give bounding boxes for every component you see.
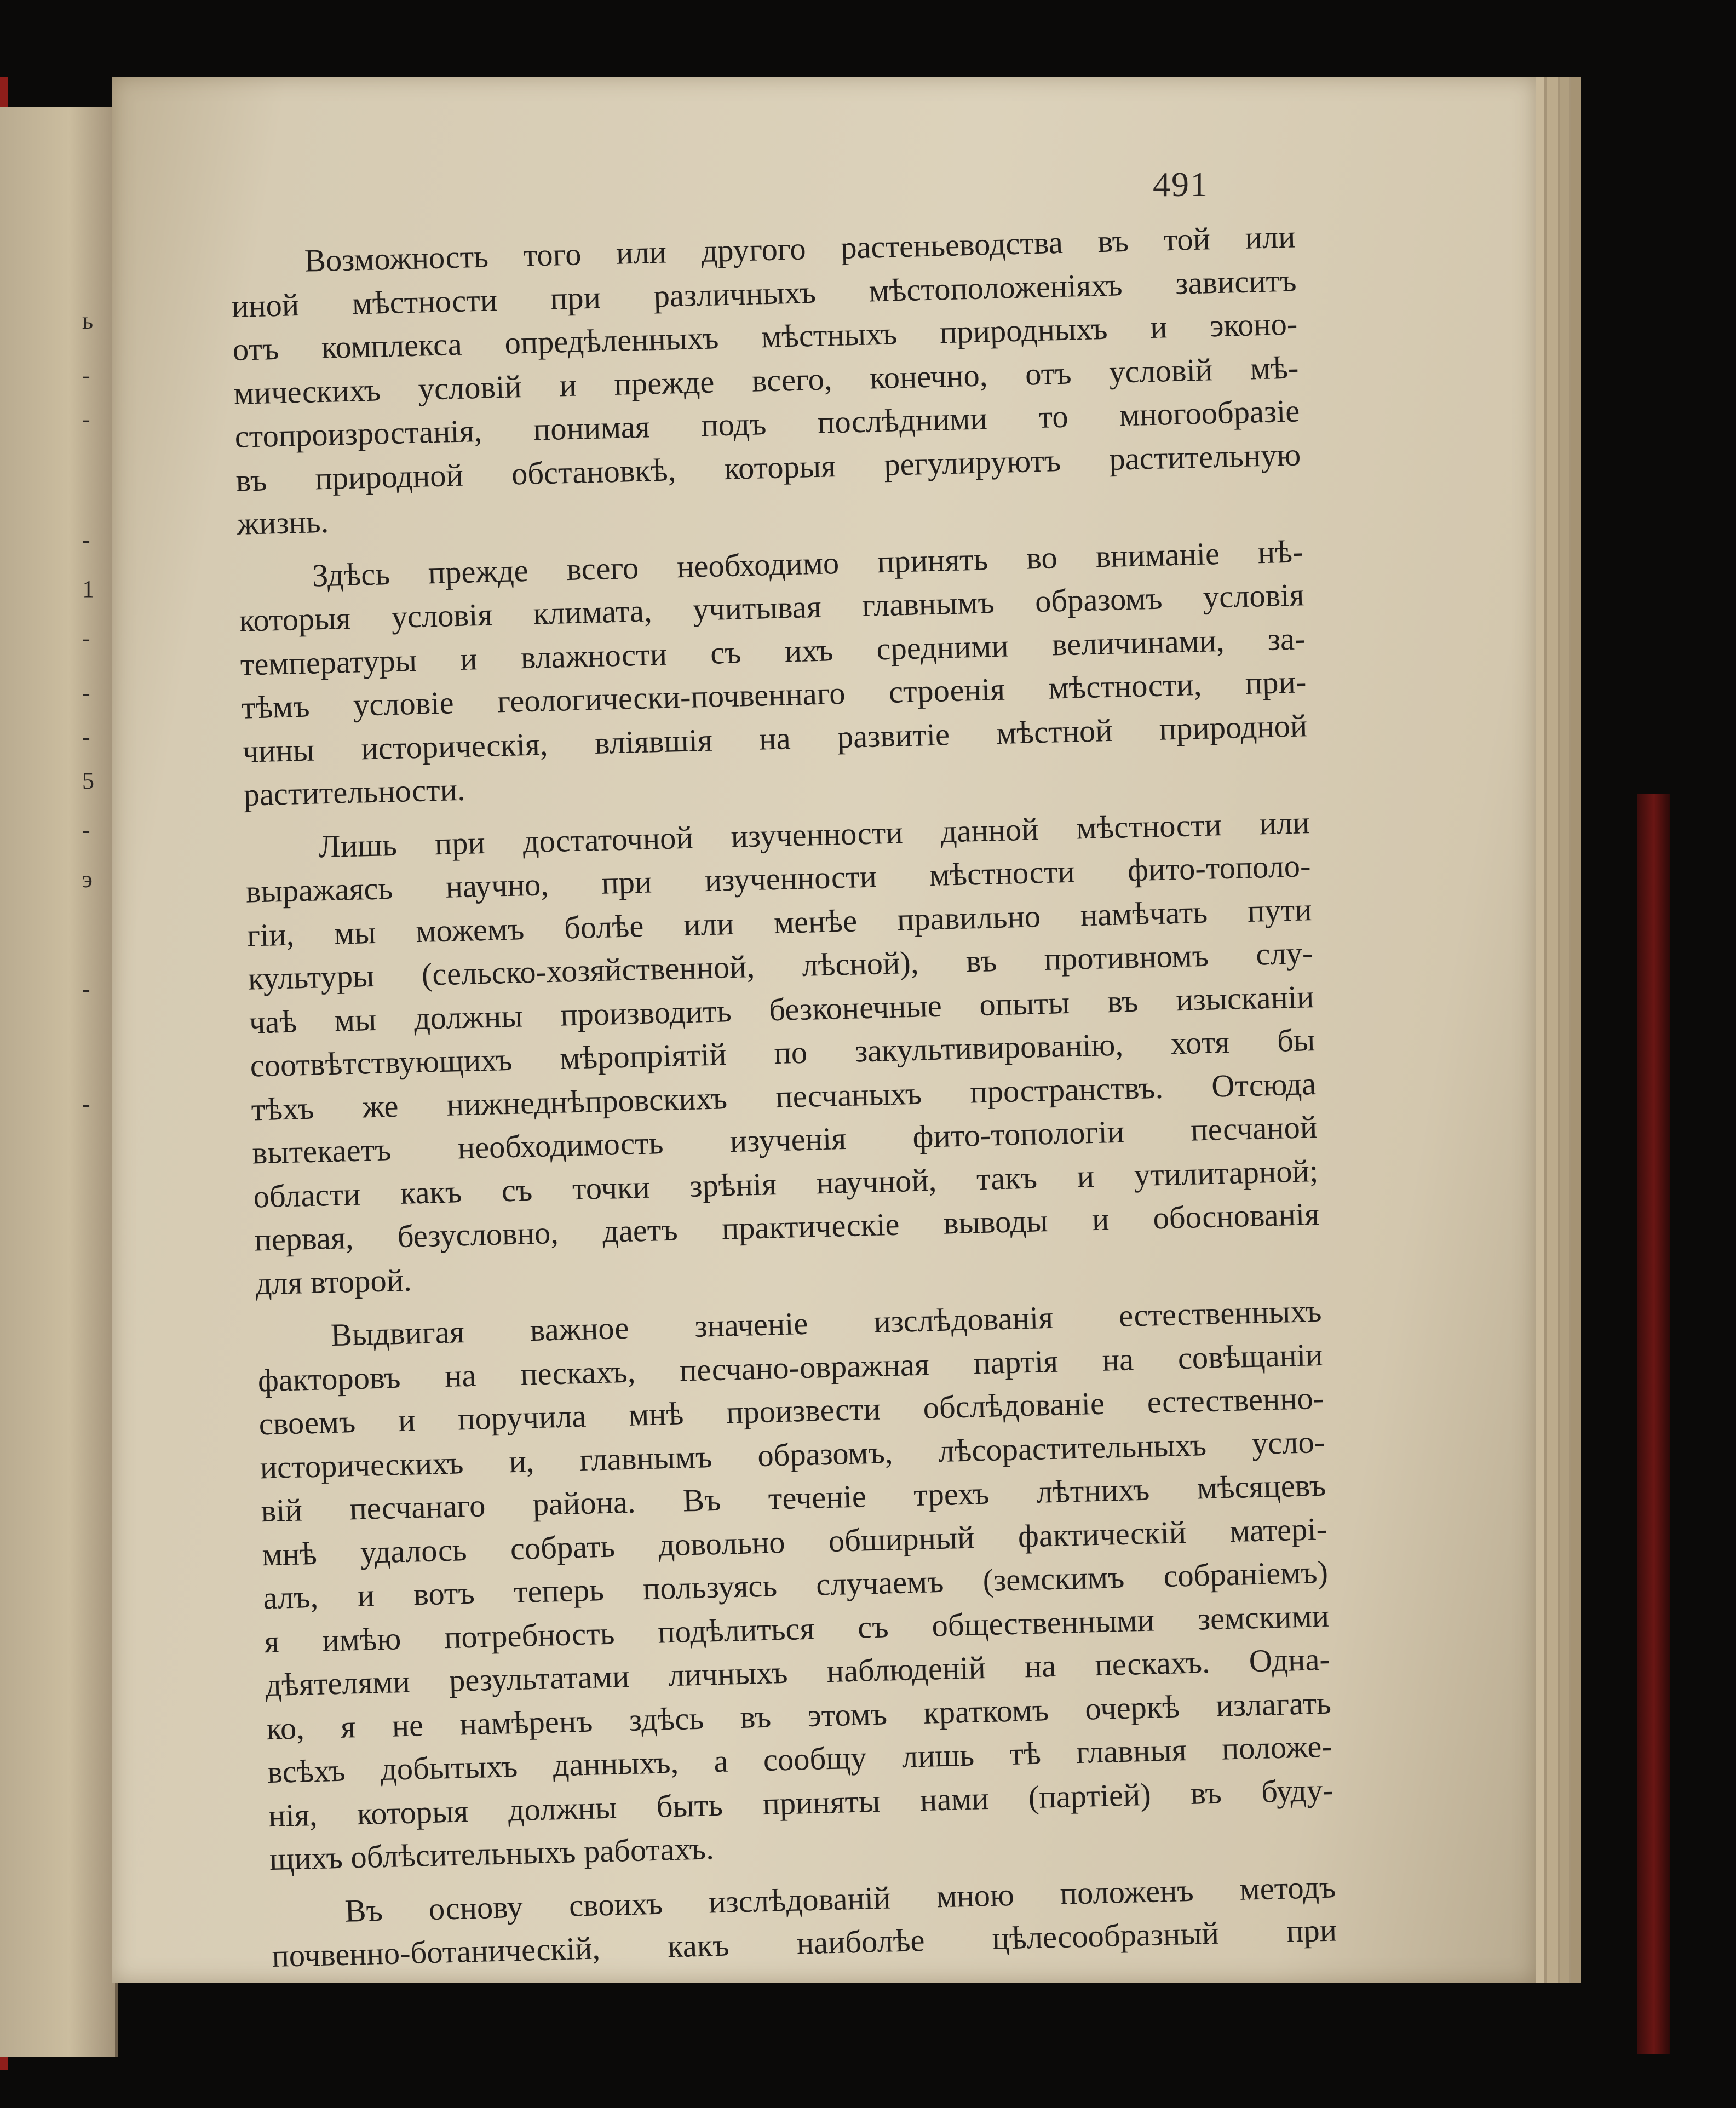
facing-page-fragment: э <box>82 866 93 893</box>
facing-page-fragment: - <box>82 975 90 1002</box>
text-line: температуры и влажности съ ихъ средними величинами, за- <box>240 620 1306 682</box>
paragraph <box>244 801 1321 1306</box>
text-line: стопроизростанія, понимая подъ послѣдними то многообразіе <box>234 393 1300 455</box>
text-line: почвенно-ботаническій, какъ наиболѣе цѣлесообразный при <box>271 1912 1337 1974</box>
facing-page-fragment: - <box>82 1090 90 1117</box>
body-text <box>230 215 1337 1978</box>
facing-page <box>0 107 118 2057</box>
text-line: дѣятелями результатами личныхъ наблюденій на пескахъ. Одна- <box>265 1641 1331 1703</box>
text-line: я имѣю потребность подѣлиться съ общественными земскими <box>263 1598 1330 1659</box>
facing-page-fragment: 1 <box>82 576 94 602</box>
text-line: мическихъ условій и прежде всего, конечно, отъ условій мѣ- <box>233 349 1299 411</box>
text-line: чаѣ мы должны производить безконечные опыты въ изысканіи <box>249 978 1314 1041</box>
text-line: культуры (сельско-хозяйственной, лѣсной), въ противномъ слу- <box>248 935 1314 997</box>
text-line: щихъ облѣсительныхъ работахъ. <box>269 1830 715 1877</box>
paragraph <box>230 215 1302 545</box>
text-line: выражаясь научно, при изученности мѣстности фито-тополо- <box>245 848 1312 910</box>
page-edge <box>1569 77 1581 1983</box>
text-line: своемъ и поручила мнѣ произвести обслѣдованіе естественно- <box>258 1380 1324 1442</box>
text-line: тѣмъ условіе геологически-почвеннаго строенія мѣстности, при- <box>241 664 1307 726</box>
facing-page-fragment: - <box>82 362 90 389</box>
book-cover-edge <box>1637 794 1670 2054</box>
text-line: иной мѣстности при различныхъ мѣстоположеніяхъ зависитъ <box>231 262 1297 324</box>
text-line: вытекаетъ необходимость изученія фито-топологіи песчаной <box>251 1108 1318 1171</box>
facing-page-fragment: - <box>82 526 90 553</box>
text-line: которыя условія климата, учитывая главнымъ образомъ условія <box>239 577 1305 639</box>
text-line: жизнь. <box>236 503 329 542</box>
page-number: 491 <box>1153 165 1209 204</box>
facing-page-fragment: ь <box>82 307 94 334</box>
text-line: Лишь при достаточной изученности данной мѣстности или <box>318 804 1310 864</box>
paragraph <box>256 1289 1335 1881</box>
paragraph <box>238 530 1309 817</box>
facing-page-fragment: - <box>82 680 90 707</box>
facing-page-fragment: - <box>82 723 90 750</box>
text-line: отъ комплекса опредѣленныхъ мѣстныхъ природныхъ и эконо- <box>232 306 1298 367</box>
text-line: историческихъ и, главнымъ образомъ, лѣсорастительныхъ усло- <box>259 1423 1325 1485</box>
text-line: Въ основу своихъ изслѣдованій мною положенъ методъ <box>344 1869 1336 1929</box>
facing-page-fragment: - <box>82 625 90 652</box>
text-line: чины историческія, вліявшія на развитіе мѣстной природной <box>242 707 1308 769</box>
text-line: нія, которыя должны быть приняты нами (партіей) въ буду- <box>268 1772 1334 1834</box>
text-line: соотвѣтствующихъ мѣропріятій по закультивированію, хотя бы <box>250 1022 1315 1084</box>
text-line: всѣхъ добытыхъ данныхъ, а сообщу лишь тѣ главныя положе- <box>267 1728 1333 1790</box>
text-line: первая, безусловно, даетъ практическіе выводы и обоснованія <box>254 1196 1320 1258</box>
text-line: ко, я не намѣренъ здѣсь въ этомъ краткомъ очеркѣ излагать <box>266 1685 1332 1747</box>
text-line: растительности. <box>243 771 466 813</box>
facing-page-fragment: 5 <box>82 767 94 794</box>
facing-page-fragment: - <box>82 406 90 433</box>
text-line: Выдвигая важное значеніе изслѣдованія естественныхъ <box>330 1293 1323 1353</box>
text-line: для второй. <box>255 1261 412 1301</box>
text-line: мнѣ удалось собрать довольно обширный фактическій матері- <box>261 1510 1327 1572</box>
text-line: гіи, мы можемъ болѣе или менѣе правильно намѣчать пути <box>246 891 1313 954</box>
text-line: области какъ съ точки зрѣнія научной, такъ и утилитарной; <box>252 1152 1319 1214</box>
text-line: Возможность того или другого растеньеводства въ той или <box>304 219 1296 279</box>
text-line: алъ, и вотъ теперь пользуясь случаемъ (земскимъ собраніемъ) <box>262 1554 1329 1616</box>
text-line: факторовъ на пескахъ, песчано-овражная партія на совѣщаніи <box>257 1336 1324 1398</box>
facing-page-fragment: - <box>82 817 90 843</box>
text-line: тѣхъ же нижнеднѣпровскихъ песчаныхъ пространствъ. Отсюда <box>250 1065 1317 1128</box>
text-line: въ природной обстановкѣ, которыя регулируютъ растительную <box>235 436 1301 498</box>
text-line: вій песчанаго района. Въ теченіе трехъ лѣтнихъ мѣсяцевъ <box>260 1467 1326 1529</box>
text-line: Здѣсь прежде всего необходимо принять во вниманіе нѣ- <box>312 533 1304 594</box>
